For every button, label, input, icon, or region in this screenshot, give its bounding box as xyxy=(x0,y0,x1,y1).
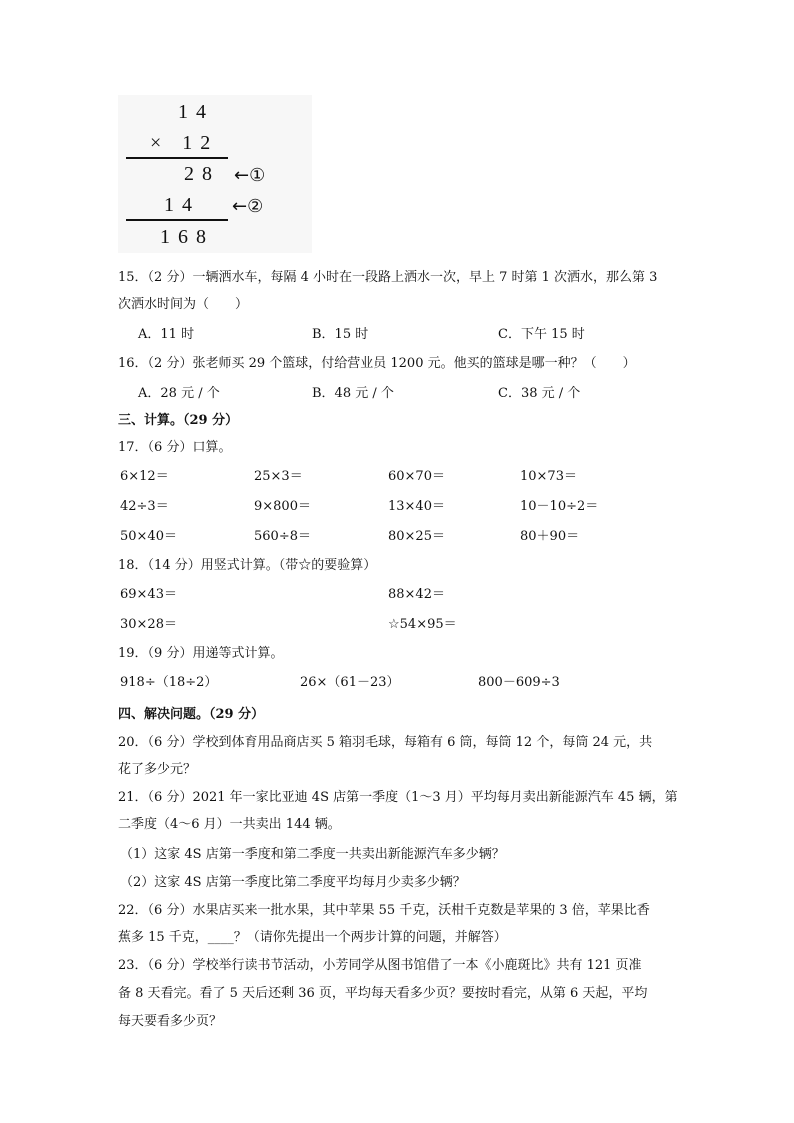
q22-text-line1: 22．（6 分）水果店买来一批水果，其中苹果 55 千克，沃柑千克数是苹果的 3 倍，苹果比香 xyxy=(118,903,650,918)
calc-multiplier: × 12 xyxy=(150,132,219,154)
q17-item: 80＋90＝ xyxy=(520,529,580,544)
calc-divider-line xyxy=(126,219,228,221)
q18-item: 69×43＝ xyxy=(120,587,177,602)
q15-text-line2: 次洒水时间为（ ） xyxy=(118,297,249,312)
calc-partial-product-2: 14 xyxy=(164,194,200,216)
q19-item: 26×（61－23） xyxy=(300,675,400,690)
q15-option-c[interactable]: C．下午 15 时 xyxy=(498,327,585,342)
q20-text-line2: 花了多少元？ xyxy=(118,762,197,777)
q18-title: 18．（14 分）用竖式计算。（带☆的要验算） xyxy=(118,558,377,573)
q16-option-c[interactable]: C．38 元 / 个 xyxy=(498,386,581,401)
q21-subquestion-1: （1）这家 4S 店第一季度和第二季度一共卖出新能源汽车多少辆？ xyxy=(120,847,505,862)
q19-item: 800－609÷3 xyxy=(478,675,560,690)
q17-title: 17．（6 分）口算。 xyxy=(118,440,232,455)
section-3-heading: 三、计算。（29 分） xyxy=(118,413,239,428)
q17-item: 50×40＝ xyxy=(120,529,177,544)
q15-text-line1: 15．（2 分）一辆洒水车，每隔 4 小时在一段路上洒水一次，早上 7 时第 1 次洒水，那么第 3 xyxy=(118,270,658,285)
q15-option-a[interactable]: A．11 时 xyxy=(138,327,195,342)
q17-item: 42÷3＝ xyxy=(120,499,169,514)
q18-item: ☆54×95＝ xyxy=(388,617,457,632)
vertical-multiplication-figure xyxy=(118,95,312,253)
arrow-label-1: ←① xyxy=(234,165,266,186)
q23-text-line1: 23．（6 分）学校举行读书节活动，小芳同学从图书馆借了一本《小鹿斑比》共有 121 页准 xyxy=(118,958,642,973)
q18-item: 30×28＝ xyxy=(120,617,177,632)
q17-item: 13×40＝ xyxy=(388,499,445,514)
q17-item: 10－10÷2＝ xyxy=(520,499,599,514)
calc-result: 168 xyxy=(160,226,214,248)
q16-text: 16．（2 分）张老师买 29 个篮球，付给营业员 1200 元。他买的篮球是哪一种？（ ） xyxy=(118,356,636,371)
q17-item: 9×800＝ xyxy=(254,499,311,514)
q17-item: 6×12＝ xyxy=(120,469,169,484)
q18-item: 88×42＝ xyxy=(388,587,445,602)
q19-title: 19．（9 分）用递等式计算。 xyxy=(118,646,284,661)
q16-option-b[interactable]: B．48 元 / 个 xyxy=(312,386,394,401)
q20-text-line1: 20．（6 分）学校到体育用品商店买 5 箱羽毛球，每箱有 6 筒，每筒 12 个，每筒 24 元，共 xyxy=(118,735,653,750)
q16-option-a[interactable]: A．28 元 / 个 xyxy=(138,386,220,401)
q22-text-line2: 蕉多 15 千克，____？（请你先提出一个两步计算的问题，并解答） xyxy=(118,930,507,945)
q21-text-line2: 二季度（4～6 月）一共卖出 144 辆。 xyxy=(118,817,341,832)
calc-divider-line xyxy=(126,157,228,159)
arrow-label-2: ←② xyxy=(232,196,264,217)
q17-item: 25×3＝ xyxy=(254,469,303,484)
q21-subquestion-2: （2）这家 4S 店第一季度比第二季度平均每月少卖多少辆？ xyxy=(120,875,466,890)
q23-text-line3: 每天要看多少页？ xyxy=(118,1014,223,1029)
q19-item: 918÷（18÷2） xyxy=(120,675,218,690)
section-4-heading: 四、解决问题。（29 分） xyxy=(118,707,265,722)
q21-text-line1: 21．（6 分）2021 年一家比亚迪 4S 店第一季度（1～3 月）平均每月卖出新能源汽车 45 辆，第 xyxy=(118,790,678,805)
calc-top-number: 14 xyxy=(178,101,214,123)
q23-text-line2: 备 8 天看完。看了 5 天后还剩 36 页，平均每天看多少页？要按时看完，从第 6 天起，平均 xyxy=(118,986,648,1001)
q17-item: 60×70＝ xyxy=(388,469,445,484)
q15-option-b[interactable]: B．15 时 xyxy=(312,327,369,342)
q17-item: 80×25＝ xyxy=(388,529,445,544)
q17-item: 10×73＝ xyxy=(520,469,577,484)
q17-item: 560÷8＝ xyxy=(254,529,311,544)
calc-partial-product-1: 28 xyxy=(184,163,220,185)
